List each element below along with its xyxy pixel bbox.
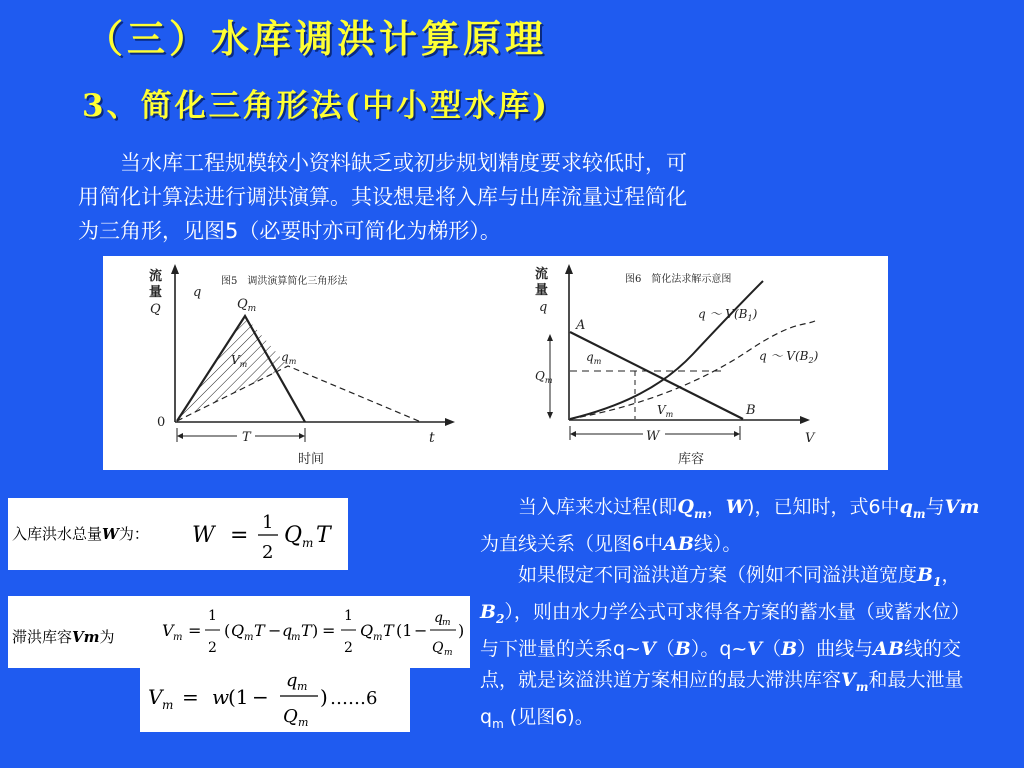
svg-text:(: (: [224, 621, 231, 640]
svg-text:): ): [458, 621, 465, 640]
figure-5: [149, 264, 455, 467]
figure6-V-label: V: [805, 431, 815, 446]
intro-line: 为三角形，见图5（必要时亦可简化为梯形）。: [78, 219, 501, 243]
formula-storage-math: [158, 600, 468, 664]
svg-text:m: m: [373, 632, 383, 643]
figure5-T-arrow: [299, 433, 305, 439]
figure6-point-A: A: [576, 318, 586, 333]
svg-text:2: 2: [208, 640, 217, 656]
figure5-caption: 图5 调洪演算简化三角形法: [221, 276, 348, 287]
figure5-ylabel: 流: [149, 269, 163, 284]
figure5-ylabel-var: Q: [150, 302, 161, 317]
figure5-q-label: q: [193, 285, 202, 300]
figure6-ylabel: 流: [535, 267, 549, 282]
formula-eq6-math: [140, 666, 410, 732]
svg-text:Q: Q: [231, 621, 245, 640]
svg-text:1: 1: [208, 608, 217, 624]
figure6-caption: 图6 简化法求解示意图: [625, 274, 732, 285]
formula-storage-label: 滞洪库容Vm为: [12, 628, 115, 646]
formula-storage: [8, 596, 470, 668]
formula-inflow-label: 入库洪水总量W为：: [12, 525, 149, 543]
formula-equation-6: [140, 666, 410, 732]
figure6-x-arrow: [800, 416, 810, 424]
svg-text:T: T: [301, 621, 312, 640]
svg-text:Q: Q: [432, 640, 444, 656]
figure5-x-arrow: [445, 418, 455, 426]
page-title: （三）水库调洪计算原理: [85, 16, 548, 61]
svg-text:Q: Q: [284, 523, 303, 548]
figure-6: [535, 264, 819, 467]
svg-text:−: −: [414, 621, 428, 640]
formula-inflow-math: [186, 502, 346, 566]
svg-text:=: =: [188, 621, 202, 640]
formula-eq-number: ……6: [330, 688, 378, 709]
svg-text:w: w: [212, 685, 230, 709]
svg-text:V: V: [162, 621, 174, 640]
figures-svg: [103, 256, 888, 470]
svg-text:−: −: [268, 621, 282, 640]
figure5-Vm-label: $V_m$: [231, 353, 248, 369]
svg-text:(1: (1: [228, 685, 249, 709]
figure5-origin: 0: [157, 415, 166, 430]
intro-line: 用简化计算法进行调洪演算。其设想是将入库与出库流量过程简化: [78, 185, 687, 209]
figure6-ylabel-var: q: [539, 300, 548, 315]
svg-text:m: m: [442, 618, 451, 628]
svg-text:m: m: [291, 632, 301, 643]
section-subtitle: 3、简化三角形法(中小型水库): [82, 88, 550, 124]
svg-text:1: 1: [262, 512, 274, 533]
explanation-text: [480, 492, 985, 739]
figure6-Qm-arrow: [547, 334, 553, 341]
figure6-W-arrow: [570, 431, 576, 437]
figure6-W-arrow: [734, 431, 740, 437]
figure5-qm-label: $q_m$: [281, 350, 297, 366]
svg-text:=: =: [322, 621, 336, 640]
svg-text:m: m: [444, 648, 453, 658]
intro-paragraph: [78, 146, 918, 248]
svg-text:2: 2: [262, 542, 274, 563]
figure6-y-arrow: [565, 264, 573, 274]
svg-text:m: m: [173, 632, 183, 643]
figure6-curve-B2: [570, 321, 815, 419]
intro-line: 当水库工程规模较小资料缺乏或初步规划精度要求较低时，可: [78, 151, 687, 175]
svg-text:m: m: [298, 716, 309, 729]
svg-text:): ): [320, 685, 328, 709]
svg-text:(1: (1: [396, 621, 413, 640]
svg-text:m: m: [162, 698, 174, 712]
figure5-T-label: T: [242, 430, 251, 445]
figure6-x-title: 库容: [678, 452, 705, 467]
explanation-paragraph-2: 如果假定不同溢洪道方案（例如不同溢洪道宽度$B_1$，$B_2$），则由水力学公式可求得各方案的蓄水量（或蓄水位）与下泄量的关系q~V（B）。q~V（B）曲线与AB线的交点，就是该溢洪道方案相应的最大滞洪库容$V_m$和最大泄量$q_m$ (见图6)。: [480, 563, 970, 731]
svg-text:m: m: [297, 680, 308, 693]
svg-text:q: q: [286, 670, 298, 691]
figure5-Qm-label: $Q_m$: [237, 297, 257, 314]
figure5-y-arrow: [171, 264, 179, 274]
figure6-curve1-label: q ～ $V(B_1)$: [698, 307, 758, 323]
figure5-t-label: t: [429, 430, 435, 446]
svg-text:=: =: [230, 523, 249, 548]
figure5-x-title: 时间: [298, 452, 325, 467]
figure5-storage-area: [177, 316, 288, 421]
svg-text:m: m: [244, 632, 254, 643]
svg-text:): ): [312, 621, 319, 640]
figure5-T-arrow: [177, 433, 183, 439]
figure6-Qm-arrow: [547, 412, 553, 419]
svg-text:q: q: [434, 610, 443, 626]
figure6-Vm-label: $V_m$: [657, 403, 674, 419]
svg-text:Q: Q: [360, 621, 374, 640]
svg-text:q: q: [282, 621, 293, 640]
svg-text:−: −: [252, 685, 269, 709]
svg-text:V: V: [148, 685, 163, 709]
svg-text:1: 1: [344, 608, 353, 624]
figures-panel: [103, 256, 888, 470]
figure6-W-label: W: [646, 429, 660, 444]
figure6-point-B: B: [746, 403, 756, 418]
svg-text:Q: Q: [283, 706, 298, 727]
figure6-qm-label: $q_m$: [586, 350, 602, 366]
svg-text:=: =: [182, 685, 199, 709]
figure5-ylabel: 量: [149, 285, 163, 300]
figure6-Qm-label: $Q_m$: [535, 369, 553, 385]
svg-text:T: T: [316, 523, 331, 548]
figure6-curve-B1: [570, 281, 763, 419]
svg-text:m: m: [302, 536, 314, 550]
figure6-curve2-label: q ～ $V(B_2)$: [759, 349, 819, 365]
explanation-paragraph-1: 当入库来水过程(即$Q_m$，W)，已知时，式6中$q_m$与Vm为直线关系（见图6中AB线）。: [480, 496, 980, 556]
svg-text:2: 2: [344, 640, 353, 656]
figure6-ylabel: 量: [535, 283, 549, 298]
svg-text:T: T: [254, 621, 265, 640]
svg-text:W: W: [192, 523, 215, 548]
formula-total-inflow: [8, 498, 348, 570]
svg-text:T: T: [383, 621, 394, 640]
